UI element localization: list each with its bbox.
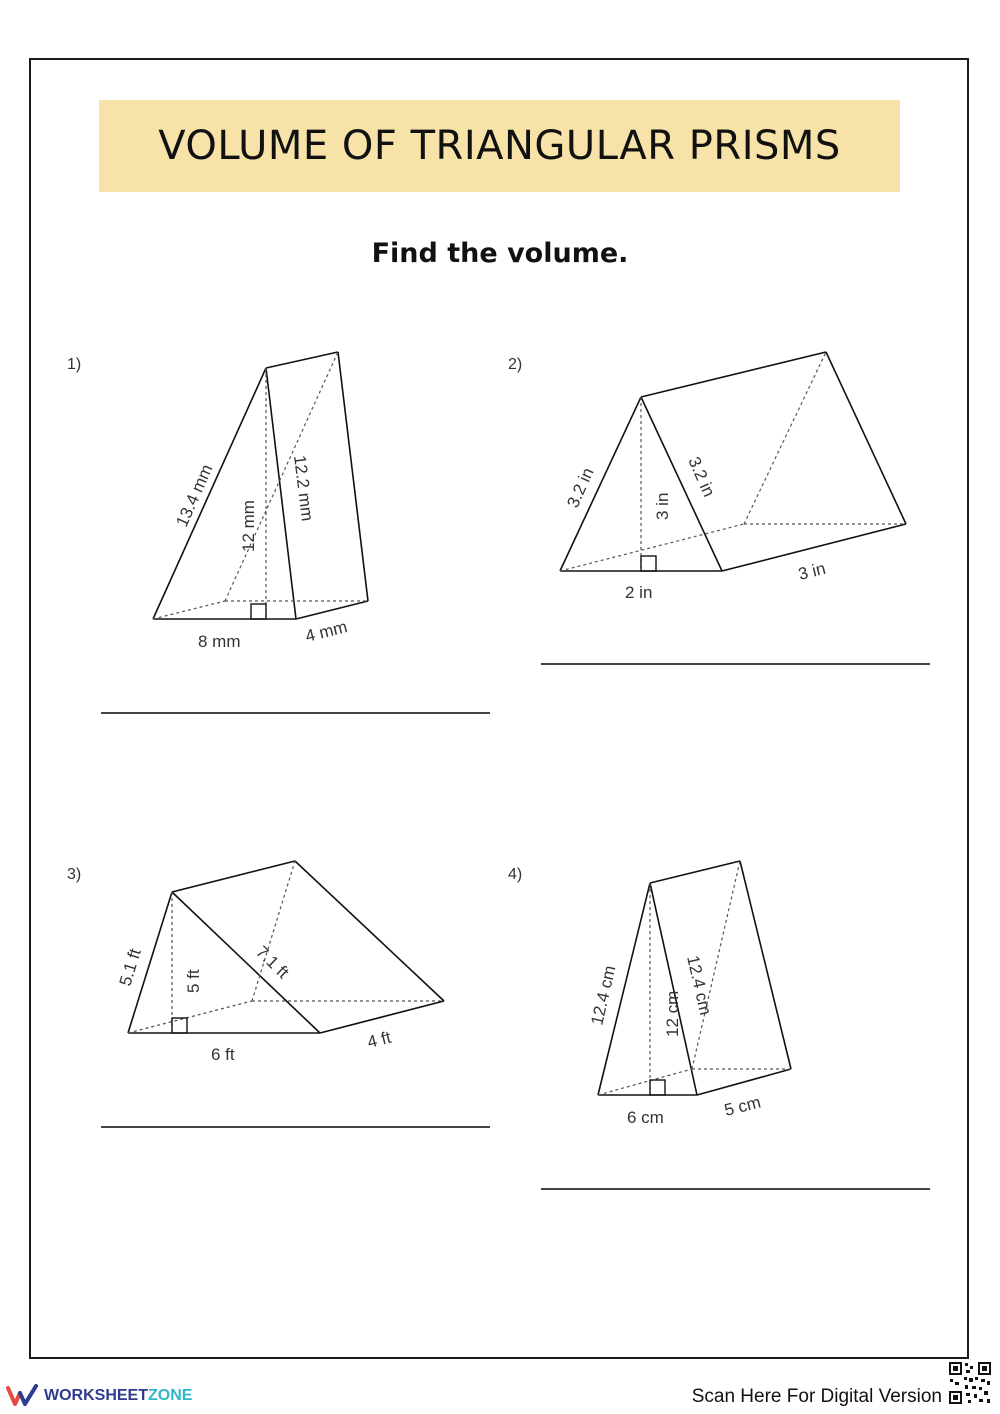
problem-1-number: 1) [67,356,82,373]
p2-right-label: 3.2 in [684,453,719,500]
problem-4-number: 4) [508,866,523,883]
page-title: VOLUME OF TRIANGULAR PRISMS [158,123,841,169]
problem-3-number: 3) [67,866,82,883]
p1-hyp-label: 13.4 mm [172,461,217,530]
logo-text-zone: ZONE [148,1387,193,1404]
p3-left-label: 5.1 ft [115,946,145,989]
p2-height-label: 3 in [653,492,672,520]
p3-depth-label: 4 ft [365,1027,393,1052]
p1-base-label: 8 mm [198,632,241,651]
p4-base-label: 6 cm [627,1108,664,1127]
p1-height-label: 12 mm [239,500,258,552]
problem-2-number: 2) [508,356,523,373]
p2-left-label: 3.2 in [563,464,598,511]
p3-height-label: 5 ft [184,969,203,993]
scan-text: Scan Here For Digital Version [691,1386,942,1407]
instruction-text: Find the volume. [371,238,629,269]
p4-left-label: 12.4 cm [587,963,620,1027]
p2-base-label: 2 in [625,583,653,602]
p1-depth-label: 4 mm [303,617,350,646]
qr-code-icon[interactable] [948,1361,992,1405]
logo-text [44,1387,192,1405]
logo-w-icon [6,1384,40,1408]
p3-base-label: 6 ft [211,1045,235,1064]
p1-slant-label: 12.2 mm [290,454,317,523]
worksheetzone-logo[interactable] [6,1384,192,1408]
p3-right-label: 7.1 ft [252,942,293,983]
p4-depth-label: 5 cm [722,1092,763,1120]
answer-line-4 [541,1188,930,1190]
logo-text-worksheet: WORKSHEET [44,1387,148,1404]
p2-depth-label: 3 in [796,558,828,584]
p4-height-label: 12 cm [663,990,682,1037]
p4-right-label: 12.4 cm [683,953,716,1017]
